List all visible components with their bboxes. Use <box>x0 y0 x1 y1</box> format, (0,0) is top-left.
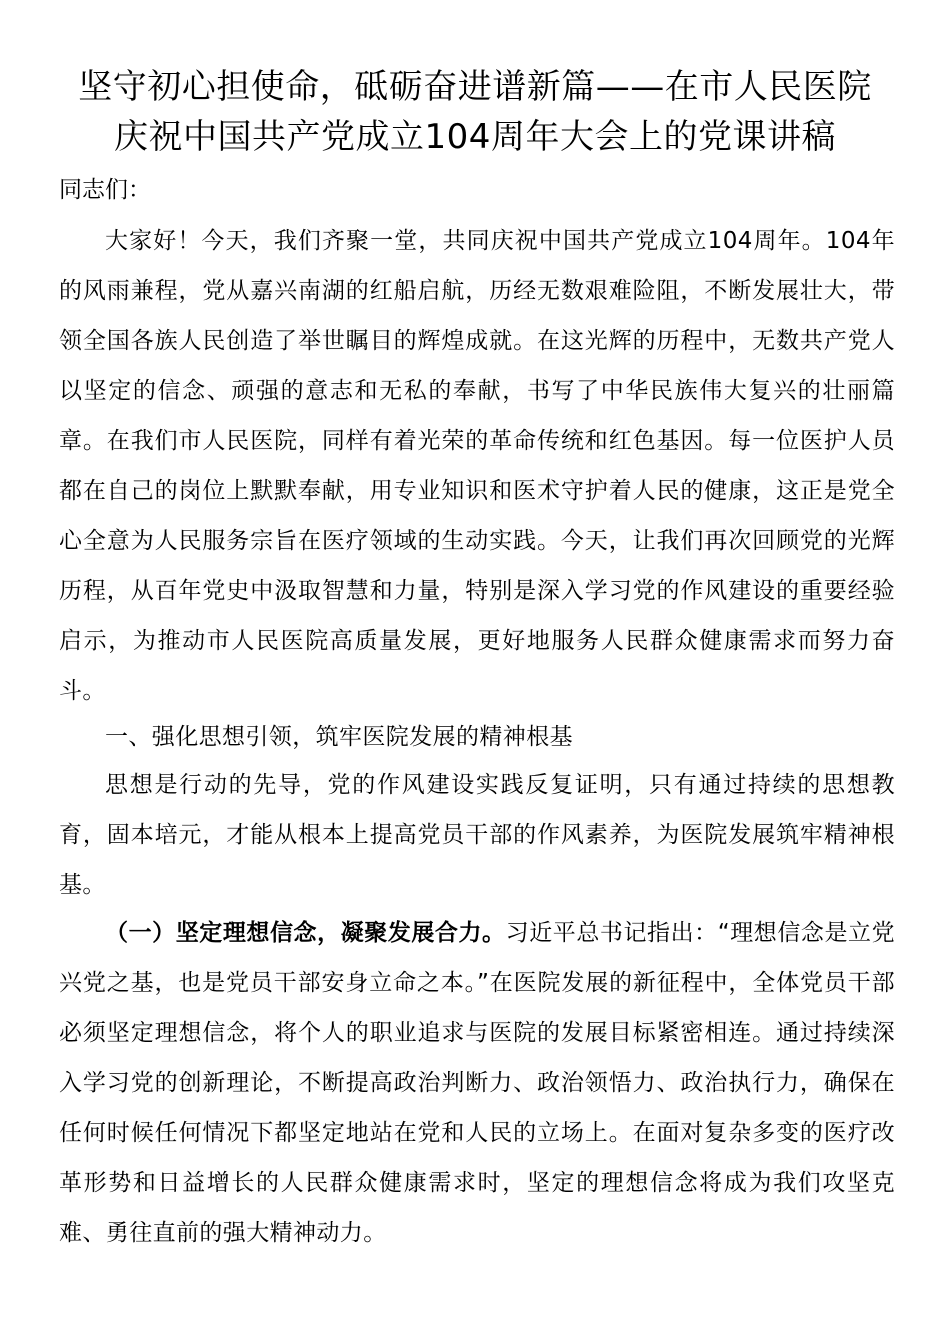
intro-paragraph: 大家好！今天，我们齐聚一堂，共同庆祝中国共产党成立104周年。104年的风雨兼程，党从嘉兴南湖的红船启航，历经无数艰难险阻，不断发展壮大，带领全国各族人民创造了举世瞩目的辉煌成就。在这光辉的历程中，无数共产党人以坚定的信念、顽强的意志和无私的奉献，书写了中华民族伟大复兴的壮丽篇章。在我们市人民医院，同样有着光荣的革命传统和红色基因。每一位医护人员都在自己的岗位上默默奉献，用专业知识和医术守护着人民的健康，这正是党全心全意为人民服务宗旨在医疗领域的生动实践。今天，让我们再次回顾党的光辉历程，从百年党史中汲取智慧和力量，特别是深入学习党的作风建设的重要经验启示，为推动市人民医院高质量发展，更好地服务人民群众健康需求而努力奋斗。 <box>59 228 895 704</box>
section-1-heading: 一、强化思想引领，筑牢医院发展的精神根基 <box>105 724 573 750</box>
subsection-1-heading: （一）坚定理想信念，凝聚发展合力。 <box>105 920 506 946</box>
subsection-1-paragraph <box>59 908 895 1258</box>
subsection-1-body: 习近平总书记指出：“理想信念是立党兴党之基，也是党员干部安身立命之本。”在医院发展的新征程中，全体党员干部必须坚定理想信念，将个人的职业追求与医院的发展目标紧密相连。通过持续深入学习党的创新理论，不断提高政治判断力、政治领悟力、政治执行力，确保在任何时候任何情况下都坚定地站在党和人民的立场上。在面对复杂多变的医疗改革形势和日益增长的人民群众健康需求时，坚定的理想信念将成为我们攻坚克难、勇往直前的强大精神动力。 <box>59 920 895 1246</box>
document-title-line-2: 庆祝中国共产党成立104周年大会上的党课讲稿 <box>114 117 836 157</box>
document-title-line-1: 坚守初心担使命，砥砺奋进谱新篇——在市人民医院 <box>78 67 872 107</box>
section-1-paragraph: 思想是行动的先导，党的作风建设实践反复证明，只有通过持续的思想教育，固本培元，才能从根本上提高党员干部的作风素养，为医院发展筑牢精神根基。 <box>59 772 895 898</box>
salutation: 同志们： <box>59 177 151 203</box>
